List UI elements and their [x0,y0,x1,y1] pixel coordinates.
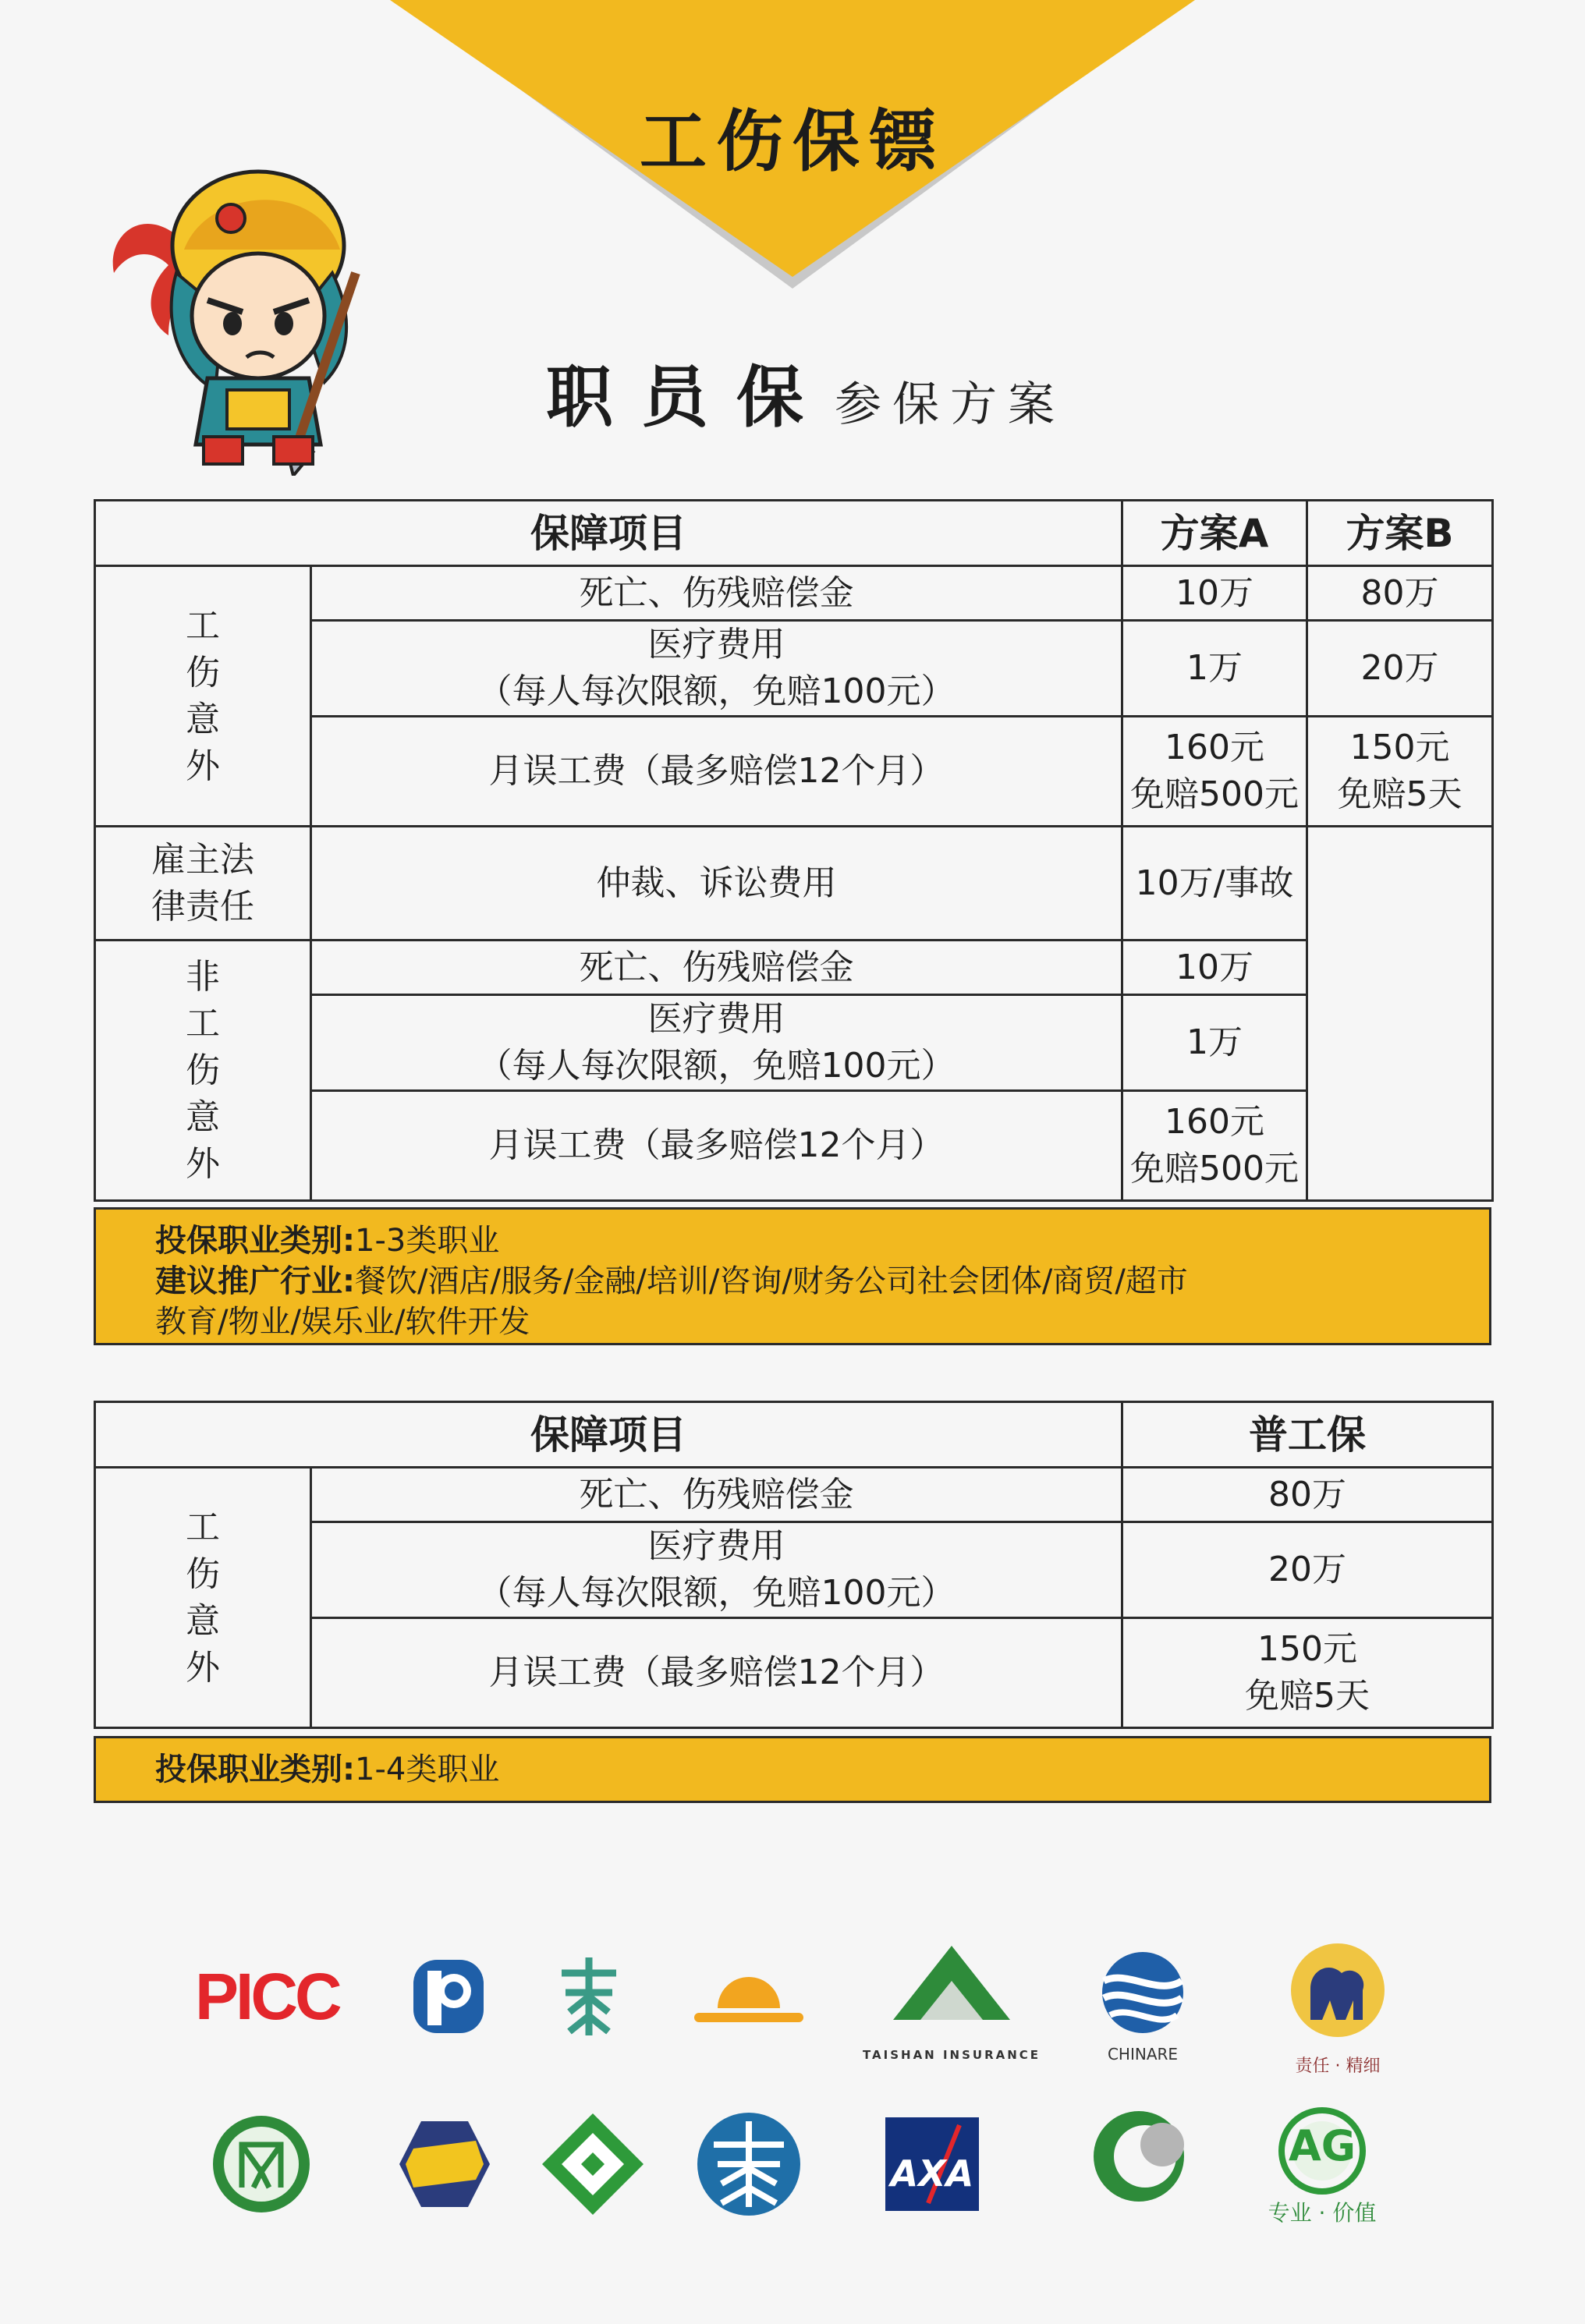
item-cell: 医疗费用 （每人每次限额，免赔100元） [311,621,1122,717]
note-line: 建议推广行业:餐饮/酒店/服务/金融/培训/咨询/财务公司社会团体/商贸/超市 [155,1263,1188,1299]
plan-a-cell: 160元 免赔500元 [1122,717,1307,827]
table-row [95,941,1493,995]
table-row [95,1468,1493,1522]
china-life-logo [1092,2106,1193,2215]
header-plan-b: 方案B [1307,501,1493,566]
category-work-injury: 工伤意外 [95,1468,311,1728]
item-cell: 死亡、伤残赔偿金 [311,1468,1122,1522]
item-cell: 仲裁、诉讼费用 [311,827,1122,941]
plan-a-cell: 10万/事故 [1122,827,1307,941]
anxin-logo [1275,1942,1400,2043]
note-line: 投保职业类别:1-3类职业 [155,1223,500,1259]
plan-table-2 [94,1401,1494,1729]
xinhua-logo [694,2110,803,2219]
table-row [95,566,1493,621]
item-cell: 月误工费（最多赔偿12个月） [311,1618,1122,1728]
taishan-logo [866,1942,1037,2043]
taiping-logo [554,1954,624,2039]
item-cell: 死亡、伤残赔偿金 [311,566,1122,621]
chinare-caption: CHINARE [1107,2045,1179,2064]
anxin-caption: 责任 · 精细 [1295,2057,1381,2076]
table-row [95,827,1493,941]
header-plan-a: 方案A [1122,501,1307,566]
category-work-injury: 工伤意外 [95,566,311,827]
category-employer-liability: 雇主法 律责任 [95,827,311,941]
note-box-1 [94,1207,1491,1345]
tianan-logo [211,2113,312,2215]
plan-b-empty-cell [1307,827,1493,1201]
plan-table-1 [94,499,1494,1202]
plan-title [546,343,1170,437]
table-header-row [95,1402,1493,1468]
plan-a-cell: 1万 [1122,621,1307,717]
plan-a-cell: 160元 免赔500元 [1122,1091,1307,1201]
green-diamond-logo [538,2110,647,2219]
item-cell: 医疗费用 （每人每次限额，免赔100元） [311,995,1122,1091]
item-cell: 月误工费（最多赔偿12个月） [311,1091,1122,1201]
note-box-2 [94,1736,1491,1803]
item-cell: 死亡、伤残赔偿金 [311,941,1122,995]
note-line: 投保职业类别:1-4类职业 [155,1752,500,1787]
plan-title-sub: 参保方案 [835,377,1066,432]
hexagon-logo [398,2117,491,2211]
note-line: 教育/物业/娱乐业/软件开发 [155,1304,530,1340]
mascot-illustration [98,156,402,476]
plan-a-cell: 10万 [1122,566,1307,621]
header-plan: 普工保 [1122,1402,1493,1468]
chinare-logo [1096,1950,1190,2035]
ag-letters: AG [1288,2121,1356,2170]
item-cell: 医疗费用 （每人每次限额，免赔100元） [311,1522,1122,1618]
ag-caption: 专业 · 价值 [1268,2200,1377,2226]
plan-b-cell: 80万 [1307,566,1493,621]
plan-b-cell: 150元 免赔5天 [1307,717,1493,827]
plan-cell: 150元 免赔5天 [1122,1618,1493,1728]
plan-cell: 20万 [1122,1522,1493,1618]
picc-logo: PICC [195,1960,339,2033]
taishan-caption: TAISHAN INSURANCE [862,2048,1041,2062]
sunshine-logo [690,1954,807,2039]
plan-cell: 80万 [1122,1468,1493,1522]
plan-title-main: 职员保 [546,359,832,437]
item-cell: 月误工费（最多赔偿12个月） [311,717,1122,827]
plan-a-cell: 1万 [1122,995,1307,1091]
plan-b-cell: 20万 [1307,621,1493,717]
table-header-row [95,501,1493,566]
category-non-work-injury: 非工伤意外 [95,941,311,1201]
header-item: 保障项目 [95,501,1122,566]
plan-a-cell: 10万 [1122,941,1307,995]
header-item: 保障项目 [95,1402,1122,1468]
banner-title: 工伤保镖 [640,103,945,181]
pacific-insurance-logo [406,1954,491,2039]
axa-caption: AXA [890,2152,974,2195]
